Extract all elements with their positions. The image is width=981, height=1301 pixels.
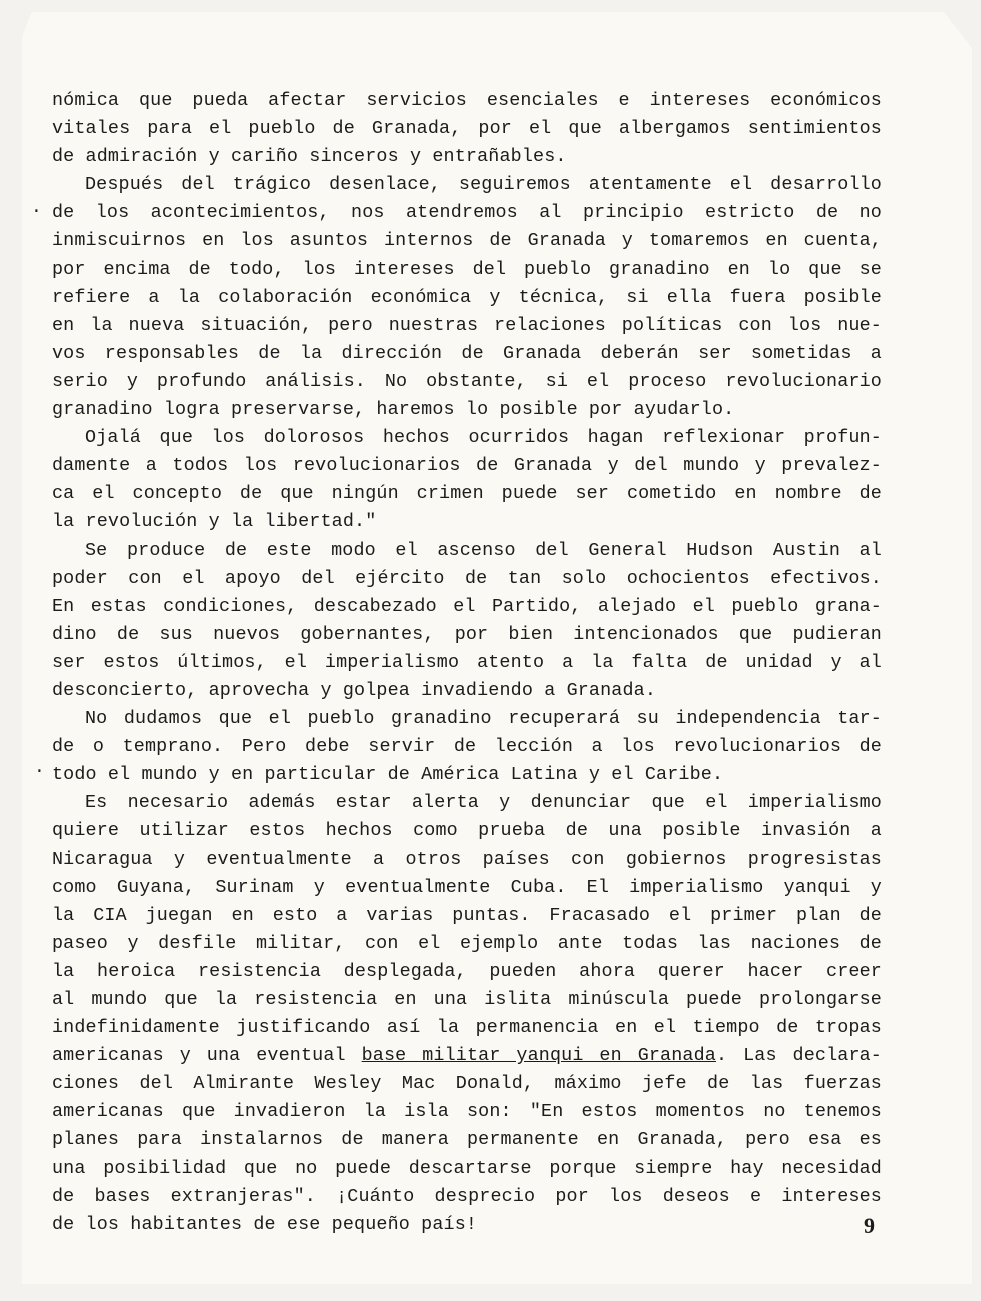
text-line: americanas que invadieron la isla son: "En estos momentos no tenemos	[52, 1101, 882, 1123]
margin-mark: ·	[31, 202, 42, 222]
text-line: de admiración y cariño sinceros y entrañables.	[52, 146, 567, 168]
text-line: quiere utilizar estos hechos como prueba de una posible invasión a	[52, 820, 882, 842]
text-line: como Guyana, Surinam y eventualmente Cuba. El imperialismo yanqui y	[52, 876, 882, 898]
text-line: planes para instalarnos de manera permanente en Granada, pero esa es	[52, 1129, 882, 1151]
text-line: nómica que pueda afectar servicios esenciales e intereses económicos	[52, 90, 882, 111]
text-line: de los acontecimientos, nos atendremos al principio estricto de no	[52, 202, 882, 224]
text-line: dino de sus nuevos gobernantes, por bien intencionados que pudieran	[52, 623, 882, 645]
text-line: Es necesario además estar alerta y denunciar que el imperialismo	[85, 792, 882, 814]
text-line: al mundo que la resistencia en una islita minúscula puede prolongarse	[52, 989, 882, 1010]
text-line: de bases extranjeras". ¡Cuánto desprecio por los deseos e intereses	[52, 1185, 882, 1207]
text-line: refiere a la colaboración económica y técnica, si ella fuera posible	[52, 286, 882, 308]
text-line: serio y profundo análisis. No obstante, si el proceso revolucionario	[52, 370, 882, 392]
text-line: ca el concepto de que ningún crimen puede ser cometido en nombre de	[52, 483, 882, 505]
text-line	[52, 1042, 882, 1070]
text-line: vitales para el pueblo de Granada, por el que albergamos sentimientos	[52, 118, 882, 140]
text-line: en la nueva situación, pero nuestras relaciones políticas con los nue-	[52, 314, 882, 336]
text-segment: americanas y una eventual	[52, 1045, 362, 1067]
text-line: la CIA juegan en esto a varias puntas. Fracasado el primer plan de	[52, 904, 882, 926]
text-line: damente a todos los revolucionarios de Granada y del mundo y prevalez-	[52, 455, 882, 477]
text-line: paseo y desfile militar, con el ejemplo ante todas las naciones de	[52, 932, 882, 954]
text-line: indefinidamente justificando así la permanencia en el tiempo de tropas	[52, 1017, 882, 1039]
text-segment: . Las declara-	[716, 1045, 882, 1067]
text-line: granadino logra preservarse, haremos lo posible por ayudarlo.	[52, 399, 735, 421]
page-number: 9	[864, 1213, 875, 1238]
text-line: inmiscuirnos en los asuntos internos de Granada y tomaremos en cuenta,	[52, 230, 882, 252]
text-line: Después del trágico desenlace, seguiremos atentamente el desarrollo	[85, 174, 882, 196]
text-line: todo el mundo y en particular de América Latina y el Caribe.	[52, 764, 724, 786]
text-line: ser estos últimos, el imperialismo atento a la falta de unidad y al	[52, 651, 882, 673]
text-line: Se produce de este modo el ascenso del General Hudson Austin al	[85, 539, 882, 561]
text-line: de o temprano. Pero debe servir de lección a los revolucionarios de	[52, 736, 882, 758]
underlined-phrase: base militar yanqui en Granada	[361, 1045, 716, 1067]
text-line: No dudamos que el pueblo granadino recuperará su independencia tar-	[85, 708, 882, 730]
text-line: desconcierto, aprovecha y golpea invadiendo a Granada.	[52, 679, 657, 701]
text-line: vos responsables de la dirección de Granada deberán ser sometidas a	[52, 342, 882, 364]
folded-corner	[944, 12, 972, 48]
text-line: por encima de todo, los intereses del pueblo granadino en lo que se	[52, 258, 882, 280]
margin-mark: ·	[34, 762, 45, 782]
text-line: ciones del Almirante Wesley Mac Donald, máximo jefe de las fuerzas	[52, 1073, 882, 1095]
text-line: la revolución y la libertad."	[52, 511, 377, 533]
text-line: poder con el apoyo del ejército de tan solo ochocientos efectivos.	[52, 567, 882, 589]
text-line: Nicaragua y eventualmente a otros países con gobiernos progresistas	[52, 848, 882, 870]
text-line: la heroica resistencia desplegada, pueden ahora querer hacer creer	[52, 960, 882, 982]
text-line: de los habitantes de ese pequeño país!	[52, 1213, 478, 1235]
text-line: una posibilidad que no puede descartarse porque siempre hay necesidad	[52, 1157, 882, 1179]
body-text	[52, 87, 882, 1239]
text-line: Ojalá que los dolorosos hechos ocurridos hagan reflexionar profun-	[85, 427, 882, 449]
text-line: En estas condiciones, descabezado el Partido, alejado el pueblo grana-	[52, 595, 882, 617]
